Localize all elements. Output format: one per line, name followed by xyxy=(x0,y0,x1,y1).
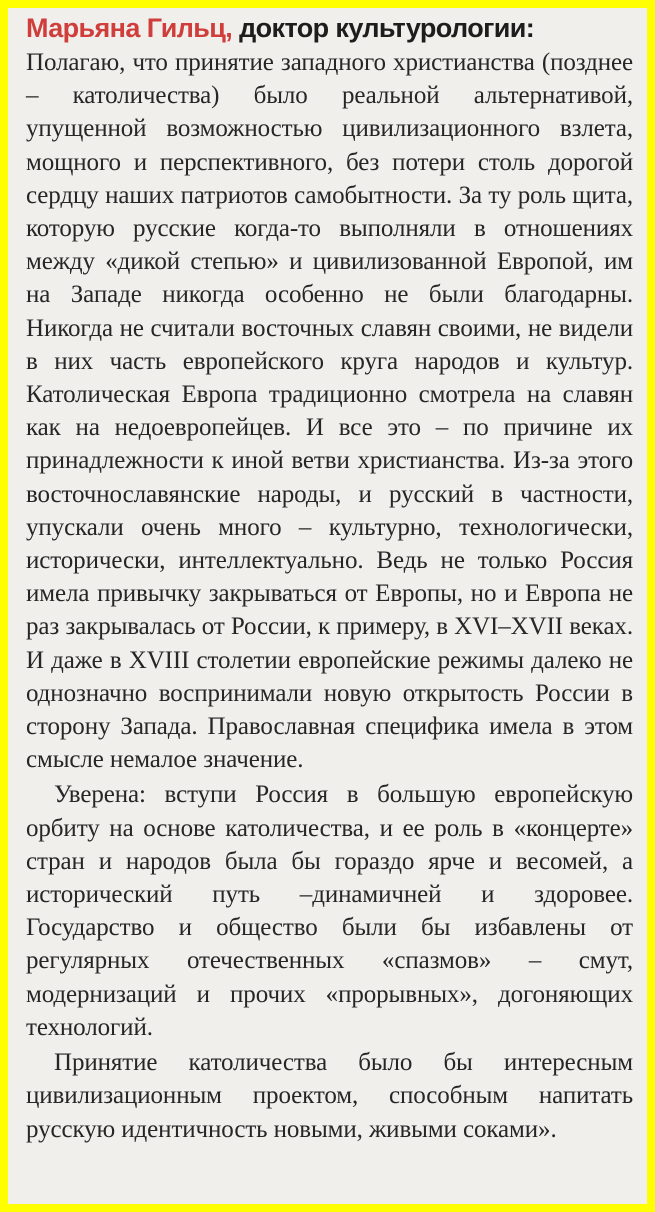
author-name: Марьяна Гильц, xyxy=(26,13,233,43)
author-role: доктор культурологии: xyxy=(239,13,535,43)
paragraph-1: Полагаю, что принятие западного христианства (позднее – католичества) было реальной альтернативой, упущенной возможностью цивилизационного взлета, мощного и перспективного, без потери столь дорогой сердцу наших патриотов самобытности. За ту роль щита, которую русские когда-то выполняли в отношениях между «дикой степью» и цивилизованной Европой, им на Западе никогда особенно не были благодарны. Никогда не считали восточных славян своими, не видели в них часть европейского круга народов и культур. Католическая Европа традиционно смотрела на славян как на недоевропейцев. И все это – по причине их принадлежности к иной ветви христианства. Из-за этого восточнославянские народы, и русский в частности, упускали очень много – культурно, технологически, исторически, интеллектуально. Ведь не только Россия имела привычку закрываться от Европы, но и Европа не раз закрывалась от России, к примеру, в XVI–XVII веках. И даже в XVIII столетии европейские режимы далеко не однозначно воспринимали новую открытость России в сторону Запада. Православная специфика имела в этом смысле немалое значение. xyxy=(26,49,633,774)
quote-heading xyxy=(26,10,633,46)
paragraph-3: Принятие католичества было бы интересным цивилизационным проектом, способным напитать русскую идентичность новыми, живыми соками». xyxy=(26,1049,633,1143)
magazine-page xyxy=(8,8,647,1204)
paragraph-2: Уверена: вступи Россия в большую европейскую орбиту на основе католичества, и ее роль в «концерте» стран и народов была бы гораздо ярче и весомей, а исторический путь –динамичней и здоровее. Государство и общество были бы избавлены от регулярных отечественных «спазмов» – смут, модернизаций и прочих «прорывных», догоняющих технологий. xyxy=(26,781,633,1041)
